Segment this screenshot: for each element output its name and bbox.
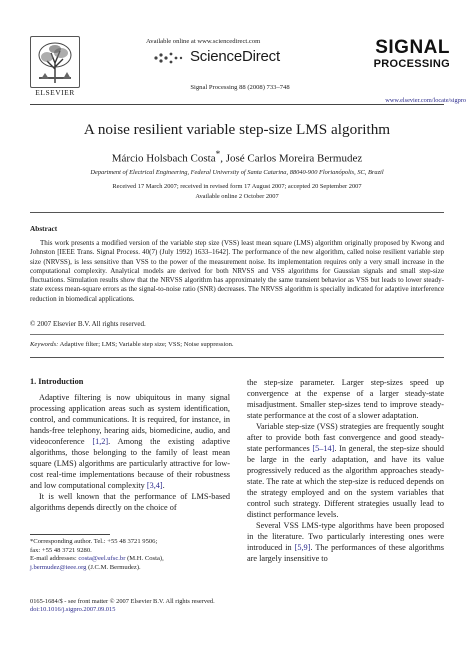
header-divider (30, 104, 444, 105)
paragraph-text: the step-size parameter. Larger step-sizes speed up convergence at the expense of a larger steady-state misadjustment. Smaller step-sizes tend to improve steady-state performance at the cost of a slower adaptation. (247, 378, 444, 420)
email-owner: (M.H. Costa), (125, 555, 164, 563)
divider (30, 357, 444, 358)
paragraph-text: . Among the existing adaptive algorithms, those belonging to the family of least mean square (LMS) algorithms are particularly attractive for low-cost real-time implementations because of their robustness and low computational complexity (30, 437, 230, 490)
fax-note: fax: +55 48 3721 9280. (30, 546, 92, 554)
paragraph-text: . The performances of these algorithms are largely insensitive to (247, 543, 444, 563)
journal-reference: Signal Processing 88 (2008) 733–748 (190, 84, 290, 91)
citation-link[interactable]: [3,4] (146, 481, 163, 490)
author-name: Márcio Holsbach Costa (111, 152, 216, 165)
paragraph-text: . (162, 481, 165, 490)
paper-title: A noise resilient variable step-size LMS algorithm (83, 121, 391, 138)
paragraph (30, 491, 230, 513)
paragraph-text: Adaptive filtering is now ubiquitous in many signal processing application areas such as system identification, control, and communications. It is required, for instance, in hands-free telephony, hearing aids, biomedicine, audio, and videoconference (30, 393, 230, 446)
paragraph (247, 421, 444, 520)
citation-link[interactable]: [5–14] (312, 444, 335, 453)
corresponding-mark[interactable]: * (215, 149, 221, 159)
abstract-heading: Abstract (30, 224, 58, 233)
author-name: José Carlos Moreira Bermudez (225, 152, 363, 165)
author-separator: , (220, 152, 226, 165)
email-owner: (J.C.M. Bermudez). (86, 563, 141, 571)
keywords-text: Adaptive filter; LMS; Variable step size; VSS; Noise suppression. (59, 341, 234, 348)
citation-link[interactable]: [1,2] (92, 437, 109, 446)
affiliation: Department of Electrical Engineering, Federal University of Santa Catarina, 88040-900 Florianópolis, SC, Brazil (90, 169, 384, 176)
abstract-body: This work presents a modified version of the variable step size (VSS) least mean square (LMS) algorithm originally proposed by Kwong and Johnston [IEEE Trans. Signal Process. 40(7) (July 1992) 1633–1642]. The performance of the new algorithm, called noise resilient variable step size (NRVSS), is less sensitive than VSS to the power of the measurement noise. Its implementation requires only a very small increase in the computational complexity. Analytical models are derived for both NRVSS and VSS algorithms for Gaussian signals and small step-size fluctuations. Simulation results show that the NRVSS algorithm has approximately the same transient behavior as VSS but leads to lower steady-state excess mean-square errors as the signal-to-noise ratio (SNR) decreases. The NRVSS algorithm is specially indicated for adaptive interference reduction in biomedical applications. (30, 239, 444, 303)
sciencedirect-wordmark: ScienceDirect (190, 48, 280, 65)
keywords (30, 341, 444, 348)
paragraph-text: Several VSS LMS-type algorithms have been proposed in the literature. Two particularly interesting ones were introduced in (247, 521, 444, 552)
email-note (30, 564, 230, 573)
keywords-label: Keywords: (30, 341, 59, 348)
front-matter-info (30, 598, 330, 615)
citation-link[interactable]: [5,9] (294, 543, 311, 552)
paragraph (30, 392, 230, 491)
journal-title-line2: PROCESSING (373, 58, 450, 70)
email-link[interactable]: j.bermudez@ieee.org (30, 563, 87, 571)
tree-icon (33, 39, 77, 85)
journal-url-link[interactable]: www.elsevier.com/locate/sigpro (385, 97, 466, 104)
paragraph-text: Variable step-size (VSS) strategies are frequently sought after to provide both fast convergence and good steady-state performances (247, 422, 444, 453)
divider (30, 212, 444, 213)
corresponding-author-note: *Corresponding author. Tel.: +55 48 3721 9506; (30, 538, 158, 545)
email-link[interactable]: costa@eel.ufsc.br (78, 555, 126, 563)
footnote-divider (30, 534, 110, 535)
email-label: E-mail addresses: (30, 555, 79, 563)
author-list (30, 149, 444, 165)
divider (30, 334, 444, 335)
doi-link[interactable]: doi:10.1016/j.sigpro.2007.09.015 (30, 606, 116, 614)
paragraph-text: It is well known that the performance of LMS-based algorithms depends directly on the choice of (30, 492, 230, 512)
publisher-label: ELSEVIER (35, 88, 75, 97)
paragraph (247, 520, 444, 564)
paragraph-text: . In general, the step-size should be large in the early adaptation, and have its value progressively reduced as the algorithm approaches steady-state. The rate at which the step-size is reduced depends on the strategy employed and on the system variables that control such strategy. Different strategies usually lead to distinct performance levels. (247, 444, 444, 519)
left-column (30, 392, 230, 513)
paragraph (247, 377, 444, 421)
footnotes (30, 538, 230, 572)
issn-line: 0165-1684/$ - see front matter © 2007 Elsevier B.V. All rights reserved. (30, 598, 215, 605)
abstract-copyright: © 2007 Elsevier B.V. All rights reserved. (30, 320, 146, 328)
elsevier-tree-logo (30, 36, 80, 88)
available-online-text: Available online at www.sciencedirect.com (146, 38, 261, 45)
email-note (30, 555, 230, 564)
section-heading: 1. Introduction (30, 377, 84, 386)
online-date: Available online 2 October 2007 (195, 193, 279, 200)
journal-title-line1: SIGNAL (375, 37, 450, 58)
sciencedirect-swoosh-icon (150, 50, 186, 66)
received-dates: Received 17 March 2007; received in revised form 17 August 2007; accepted 20 September 2007 (112, 183, 362, 190)
right-column (247, 377, 444, 564)
